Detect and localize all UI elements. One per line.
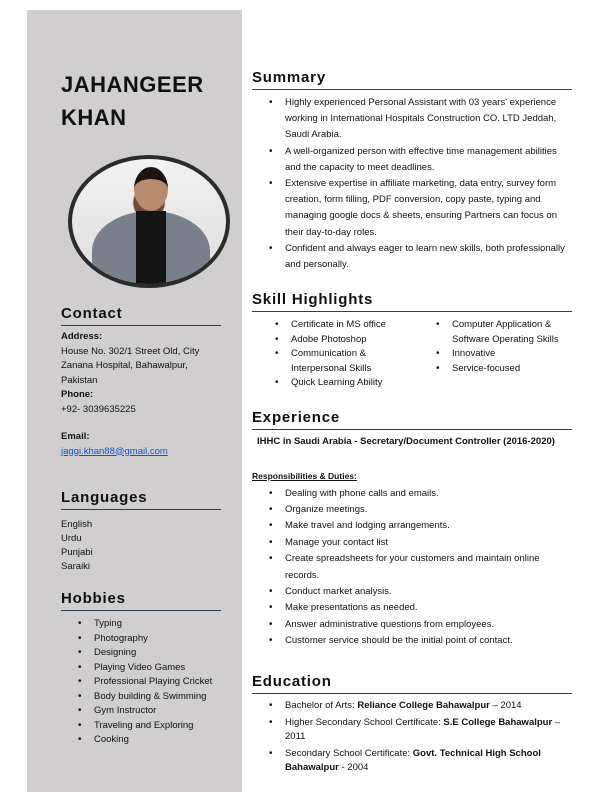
hobbies-heading: Hobbies	[61, 590, 221, 611]
profile-photo	[68, 155, 230, 288]
hobbies-section	[61, 590, 221, 748]
education-section	[252, 673, 572, 778]
summary-item: • A well-organized person with effective time management abilities and the capacity to meet deadlines.	[285, 144, 567, 176]
education-post: – 2014	[489, 700, 522, 711]
language-item: Urdu	[61, 533, 82, 544]
address-line: House No. 302/1 Street Old, City	[61, 345, 200, 357]
responsibility-item: • Dealing with phone calls and emails.	[285, 486, 567, 502]
summary-item: • Highly experienced Personal Assistant with 03 years' experience working in International Hospitals Construction CO. LTD Jeddah, Saudi Arabia.	[285, 95, 567, 144]
skill-item: • Computer Application & Software Operating Skills	[452, 318, 567, 347]
experience-heading: Experience	[252, 409, 572, 430]
summary-item: • Confident and always eager to learn new skills, both professionally and personally.	[285, 241, 567, 273]
education-item	[285, 699, 575, 714]
phone-label: Phone:	[61, 389, 94, 400]
last-name: KHAN	[61, 105, 127, 130]
responsibility-item: • Manage your contact list	[285, 535, 567, 551]
responsibility-item: • Organize meetings.	[285, 502, 567, 518]
skills-heading: Skill Highlights	[252, 291, 572, 312]
address-line: Zanana Hospital, Bahawalpur,	[61, 360, 188, 371]
hobby-item: • Professional Playing Cricket	[94, 675, 221, 690]
responsibility-item: • Make travel and lodging arrangements.	[285, 518, 567, 534]
responsibility-item: • Create spreadsheets for your customers and maintain online records.	[285, 551, 567, 584]
education-pre: Higher Secondary School Certificate:	[285, 716, 444, 728]
education-bold: Reliance College Bahawalpur	[357, 700, 490, 711]
skill-item: • Certificate in MS office	[291, 318, 411, 333]
responsibility-item: • Make presentations as needed.	[285, 600, 567, 616]
experience-section	[252, 409, 572, 650]
skill-item: • Adobe Photoshop	[291, 333, 411, 348]
responsibility-item: • Answer administrative questions from employees.	[285, 617, 567, 633]
contact-section	[61, 305, 221, 459]
education-post: – 2011	[285, 716, 561, 742]
hobby-item: • Traveling and Exploring	[94, 719, 221, 734]
email-label: Email:	[61, 431, 90, 442]
responsibility-item: • Customer service should be the initial point of contact.	[285, 633, 567, 649]
language-item: Punjabi	[61, 547, 93, 558]
first-name: JAHANGEER	[61, 72, 204, 97]
hobby-item: • Cooking	[94, 733, 221, 748]
education-post: - 2004	[338, 762, 369, 773]
email-link[interactable]: jaggi.khan88@gmail.com	[61, 445, 168, 457]
hobby-item: • Playing Video Games	[94, 661, 221, 676]
education-item	[285, 716, 575, 745]
candidate-name	[61, 68, 204, 134]
hobby-item: • Photography	[94, 632, 221, 647]
education-pre: Bachelor of Arts:	[285, 700, 358, 711]
education-item	[285, 747, 575, 776]
skill-item: • Quick Learning Ability	[291, 376, 411, 391]
hobby-item: • Designing	[94, 646, 221, 661]
language-item: Saraiki	[61, 561, 91, 572]
address-line: Pakistan	[61, 374, 98, 386]
hobby-item: • Typing	[94, 617, 221, 632]
skill-item: • Innovative	[452, 347, 567, 362]
job-title: IHHC in Saudi Arabia - Secretary/Document Controller (2016-2020)	[257, 436, 555, 447]
education-pre: Secondary School Certificate:	[285, 747, 413, 759]
hobby-item: • Body building & Swimming	[94, 690, 221, 705]
summary-section	[252, 69, 572, 273]
skill-item: • Service-focused	[452, 362, 567, 377]
education-heading: Education	[252, 673, 572, 694]
summary-heading: Summary	[252, 69, 572, 90]
contact-heading: Contact	[61, 305, 221, 326]
skills-section	[252, 291, 572, 388]
responsibilities-label: Responsibilities & Duties:	[252, 470, 357, 481]
phone-value: +92- 3039635225	[61, 403, 136, 415]
responsibility-item: • Conduct market analysis.	[285, 584, 567, 600]
summary-item: • Extensive expertise in affiliate marketing, data entry, survey form creation, form filling, PDF conversion, copy paste, typing and managing google docs & sheets, ensuring Partners can focus on their day-to-day roles.	[285, 176, 567, 241]
address-label: Address:	[61, 331, 103, 342]
hobby-item: • Gym Instructor	[94, 704, 221, 719]
language-item: English	[61, 519, 93, 530]
education-bold: S.E College Bahawalpur	[443, 716, 553, 728]
skill-item: • Communication & Interpersonal Skills	[291, 347, 411, 376]
languages-section	[61, 489, 221, 574]
education-bold: Govt. Technical High School Bahawalpur	[285, 747, 541, 773]
languages-heading: Languages	[61, 489, 221, 510]
